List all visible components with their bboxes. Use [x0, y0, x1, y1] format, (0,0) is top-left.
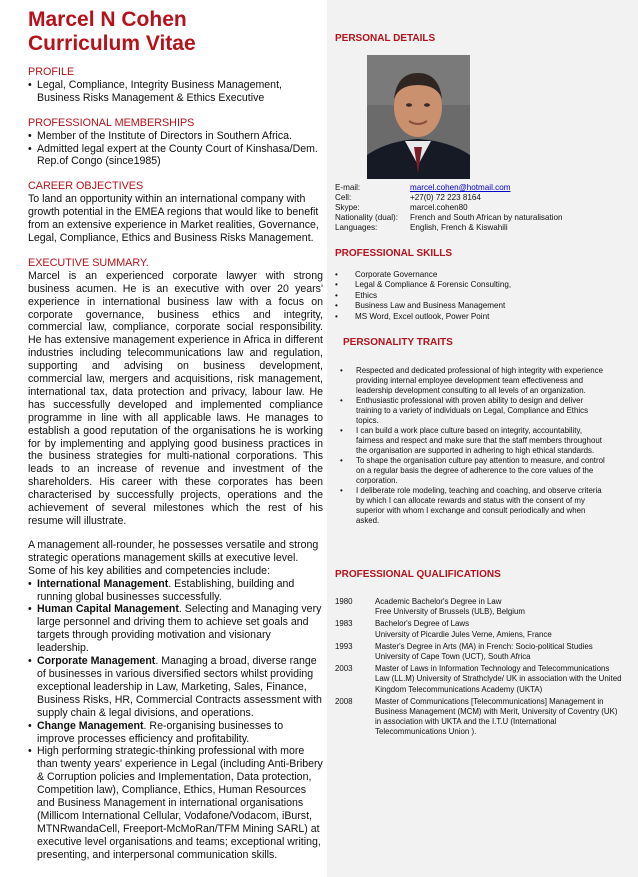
list-item: • MS Word, Excel outlook, Power Point — [335, 311, 490, 321]
contact-row: Cell: +27(0) 72 223 8164 — [335, 193, 481, 203]
ability-item: • High performing strategic-thinking professional with more than twenty years' experience in Legal (including Anti-Bribery & Corruption policies and Implementation, Data protection, Competition law), Compliance, Ethics, Human Resources and Business Management in international organisations (Millicom International Cellular, Vodafone/Vodacom, iBurst, MTNRwandaCell, Freeport-McMoRan/TFM Mining SARL) at executive level organisations and teams; exceptional writing, presenting, and interpersonal communication skills. — [28, 745, 323, 861]
list-item: • Enthusiastic professional with proven ability to design and deliver training to a variety of individuals on Legal, Compliance and Ethics topics. — [340, 396, 589, 425]
summary-text: Marcel is an experienced corporate lawyer with strong business acumen. He is an executive with over 20 years' experience in international business law with a focus on corporate governance, business ethics and integrity, commercial law, compliance, corporate social responsibility. He has extensive management experience in Africa in different industries including telecommunications law and regulation, supporting and advising on business development, commercial law, mergers and acquisitions, risk management, international tax, data protection and privacy, labour law. He has successfully developed and implemented compliance programme in line with all applicable laws. He manages to establish a good reputation of the organisations he is working for by implementing and applying good business practices in the business strategies for multi-national corporations. This leads to an increase of revenue and investment of the shareholders. His career with these corporates has been characterised by successfully projects, operations and the achievement of several milestones which the rest of his resume will illustrate. — [28, 269, 323, 527]
memberships-heading: PROFESSIONAL MEMBERSHIPS — [28, 116, 195, 129]
list-item: • Legal, Compliance, Integrity Business Management, — [28, 78, 282, 91]
objectives-heading: CAREER OBJECTIVES — [28, 180, 144, 193]
list-item: • Business Law and Business Management — [335, 301, 506, 311]
list-item: • Corporate Governance — [335, 270, 438, 279]
list-item: • Legal & Compliance & Forensic Consulting, — [335, 280, 512, 290]
portrait-photo — [367, 55, 470, 179]
ability-item: • International Management. Establishing, building and running global businesses successfully. — [28, 577, 295, 603]
qualification-row: 2003 Master of Laws in Information Technology and Telecommunications Law (LL.M) University of Strathclyde/ UK in association with the United Kingdom Telecommunications Academy (UKTA) — [335, 664, 622, 694]
left-column — [28, 8, 323, 862]
list-item: • Ethics — [335, 290, 378, 300]
contact-details — [335, 183, 563, 233]
traits-list — [340, 366, 608, 526]
list-item: • To shape the organisation culture pay attention to measure, and control on a regular basis the degree of adherence to the core values of the corporation. — [340, 456, 605, 485]
cv-name: Marcel N Cohen — [28, 8, 187, 31]
skills-heading: PROFESSIONAL SKILLS — [335, 248, 453, 259]
list-item: • I can build a work place culture based on integrity, accountability, fairness and respect and make sure that the staff members throughout the organisation are supported in adhering to high ethical standards. — [340, 426, 602, 455]
qualification-row: 2008 Master of Communications [Telecommunications] Management in Business Management (MCM) with Merit, University of Coventry (UK) in association with UKTA and the I.T.U (International Telecommunications Union ). — [335, 696, 618, 737]
cv-title: Curriculum Vitae — [28, 32, 196, 55]
qualification-row: 1980 Academic Bachelor's Degree in Law Free University of Brussels (ULB), Belgium — [335, 597, 525, 617]
summary-heading: EXECUTIVE SUMMARY. — [28, 256, 149, 269]
traits-heading: PERSONALITY TRAITS — [343, 337, 453, 348]
list-item: Rep.of Congo (since1985) — [37, 155, 161, 168]
summary-text-2: A management all-rounder, he possesses versatile and strong strategic operations management skills at executive level. — [28, 538, 319, 564]
profile-heading: PROFILE — [28, 66, 75, 78]
contact-row: Languages: English, French & Kiswahili — [335, 223, 508, 233]
summary-text-3: Some of his key abilities and competencies include: — [28, 564, 271, 577]
qualification-row: 1983 Bachelor's Degree of Laws University of Picardie Jules Verne, Amiens, France — [335, 619, 552, 639]
list-item: • Admitted legal expert at the County Court of Kinshasa/Dem. — [28, 142, 318, 155]
ability-item: • Corporate Management. Managing a broad, diverse range of businesses in various diversified sectors whilst providing exceptional leadership in Law, Marketing, Sales, Finance, Business Risks, HR, Commercial Contracts assessment with supply chain & legal divisions, and operations. — [28, 655, 322, 719]
skills-list — [335, 270, 630, 322]
list-item: • Respected and dedicated professional of high integrity with experience providing internal employee development team effectiveness and leadership development consulting to all levels of an organization. — [340, 366, 603, 395]
qualifications-list — [335, 597, 625, 738]
contact-row: Skype: marcel.cohen80 — [335, 203, 468, 213]
personal-heading: PERSONAL DETAILS — [335, 33, 436, 44]
list-item: Business Risks Management & Ethics Executive — [37, 91, 265, 104]
portrait-icon — [367, 55, 470, 179]
objectives-text: To land an opportunity within an international company with growth potential in the EMEA regions that would like to benefit from an extensive experience in Market realities, Governance, Legal, Compliance, Ethics and Business Risks Management. — [28, 193, 319, 244]
email-link[interactable]: marcel.cohen@hotmail.com — [410, 183, 511, 192]
contact-row: Nationality (dual): French and South African by naturalisation — [335, 213, 563, 223]
ability-item: • Human Capital Management. Selecting and Managing very large personnel and driving them to achieve set goals and targets through providing motivation and visionary leadership. — [28, 603, 322, 655]
qualifications-heading: PROFESSIONAL QUALIFICATIONS — [335, 569, 501, 580]
ability-item: • Change Management. Re-organising businesses to improve processes efficiency and profitability. — [28, 719, 284, 745]
qualification-row: 1993 Master's Degree in Arts (MA) in French: Socio-political Studies University of Cape Town (UCT), South Africa — [335, 641, 593, 662]
list-item: • I deliberate role modeling, teaching and coaching, and observe criteria by which I can allocate rewards and status with the consent of my superior with whom I exchange and consult periodically and when asked. — [340, 486, 602, 525]
list-item: • Member of the Institute of Directors in Southern Africa. — [28, 129, 292, 142]
contact-row: E-mail: marcel.cohen@hotmail.com — [335, 183, 511, 192]
